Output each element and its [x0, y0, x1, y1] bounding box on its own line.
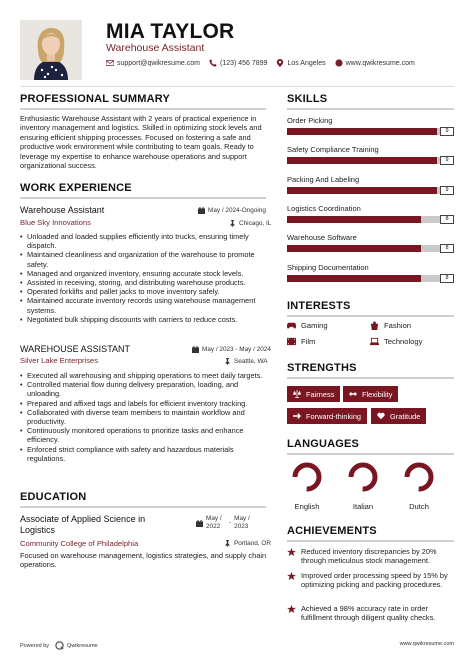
skill-bar-fill	[287, 245, 421, 252]
job-location-2-text: Seattle, WA	[234, 358, 268, 365]
shopping-bag-icon	[370, 321, 379, 330]
skill-score-badge: 8	[440, 244, 454, 253]
skill-bar-fill	[287, 128, 437, 135]
list-item: • Collaborated with diverse team members to maintain workflow and productivity.	[20, 408, 268, 426]
skill-bar-fill	[287, 157, 437, 164]
calendar-icon	[192, 346, 199, 353]
summary-heading: PROFESSIONAL SUMMARY	[20, 93, 171, 105]
contact-website[interactable]	[335, 59, 415, 67]
job-location-2	[224, 358, 268, 365]
strength-label: Gratitude	[390, 411, 421, 421]
company-2: Silver Lake Enterprises	[20, 356, 99, 365]
list-item: • Controlled material flow during delivery preparation, loading, and unloading.	[20, 380, 268, 398]
list-item: • Continuously monitored operations to prioritize tasks and enhance efficiency.	[20, 426, 268, 444]
job-location-1-text: Chicago, IL	[239, 220, 272, 227]
skills-heading: SKILLS	[287, 93, 328, 105]
email-text: support@qwikresume.com	[117, 59, 200, 67]
brand-text[interactable]: Qwikresume	[67, 642, 98, 649]
skill-bar	[287, 128, 454, 135]
job-date-1	[198, 207, 266, 214]
trophy-star-icon	[287, 605, 296, 614]
skill-bar	[287, 216, 454, 223]
pushpin-icon	[229, 220, 236, 227]
edu-date-end: - May / 2023	[229, 515, 250, 530]
strength-tag-forward-thinking	[287, 408, 367, 424]
language-level-ring	[291, 461, 323, 493]
strength-label: Fairness	[306, 389, 335, 399]
skill-bar-fill	[287, 275, 421, 282]
skill-label: Order Picking	[287, 116, 333, 125]
skill-bar	[287, 187, 454, 194]
list-item: • Negotiated bulk shipping discounts with carriers to reduce costs.	[20, 315, 268, 324]
degree-line-2: Logistics	[20, 525, 56, 535]
strengths-divider	[287, 377, 454, 379]
list-item: • Operated forklifts and pallet jacks to move inventory safely.	[20, 287, 268, 296]
language-label: English	[294, 502, 320, 511]
balance-scale-icon	[293, 390, 301, 398]
skill-label: Logistics Coordination	[287, 203, 361, 213]
list-item: • Enforced strict compliance with safety and hazardous materials regulations.	[20, 445, 268, 463]
list-item: • Prepared and affixed tags and labels for efficient inventory tracking.	[20, 399, 268, 408]
achievement-item-2	[287, 571, 454, 589]
powered-by-text: Powered by	[20, 642, 50, 649]
experience-heading: WORK EXPERIENCE	[20, 182, 132, 194]
list-item: • Maintained cleanliness and organization of the warehouse to promote safety.	[20, 250, 268, 268]
degree-line-1: Associate of Applied Science in	[20, 514, 146, 524]
language-item	[394, 461, 444, 511]
job-title-2: WAREHOUSE ASSISTANT	[20, 344, 131, 354]
edu-location-text: Portland, OR	[234, 540, 271, 547]
qwikresume-logo-icon	[55, 641, 64, 650]
trophy-star-icon	[287, 572, 296, 581]
languages-heading: LANGUAGES	[287, 438, 360, 450]
skills-divider	[287, 108, 454, 110]
film-icon	[287, 337, 296, 346]
job-date-1-text: May / 2024-Ongoing	[208, 207, 266, 214]
education-heading: EDUCATION	[20, 491, 87, 503]
education-divider	[20, 506, 266, 508]
contact-bar	[106, 59, 424, 67]
skill-label: Safety Compliance Training	[287, 145, 379, 155]
list-item: • Executed all warehousing and shipping operations to meet daily targets.	[20, 371, 268, 380]
language-level-ring	[347, 461, 379, 493]
strength-label: Forward-thinking	[306, 411, 362, 421]
skill-score-badge: 9	[440, 127, 454, 136]
job-1-bullets	[20, 232, 268, 324]
skill-score-badge: 8	[440, 215, 454, 224]
skill-bar	[287, 245, 454, 252]
summary-text: Enthusiastic Warehouse Assistant with 2 years of practical experience in inventory management and logistics. Skilled in optimizing stock levels and ensuring efficient shipping processes. Focused on fostering a safe and productive work environment while contributing to team goals. Ready to leverage my expertise to enhance warehouse operations and support organizational success.	[20, 114, 262, 171]
achievement-text: Achieved a 98% accuracy rate in order fulfillment through diligent quality checks.	[301, 604, 436, 623]
achievement-item-3	[287, 604, 454, 622]
job-date-2	[192, 346, 271, 353]
arrow-right-icon	[293, 412, 301, 420]
interest-label: Technology	[384, 337, 423, 346]
skill-bar	[287, 157, 454, 164]
edu-date-start-2: 2022	[206, 523, 221, 530]
achievement-item-1	[287, 547, 454, 565]
edu-date-start	[196, 515, 222, 531]
list-item: • Maintained accurate inventory records using warehouse management systems.	[20, 296, 268, 314]
strength-tag-fairness	[287, 386, 340, 402]
experience-divider	[20, 197, 266, 199]
job-title-1: Warehouse Assistant	[20, 205, 105, 215]
strengths-heading: STRENGTHS	[287, 362, 357, 374]
calendar-icon	[198, 207, 205, 214]
interests-heading: INTERESTS	[287, 300, 351, 312]
website-text: www.qwikresume.com	[345, 59, 415, 67]
language-label: Dutch	[409, 502, 429, 511]
calendar-icon	[196, 520, 203, 527]
skill-label: Shipping Documentation	[287, 262, 369, 272]
language-item	[338, 461, 388, 511]
strength-label: Flexibility	[362, 389, 393, 399]
candidate-role: Warehouse Assistant	[106, 42, 205, 54]
school-name: Community College of Philadelphia	[20, 539, 139, 548]
achievement-text: Reduced inventory discrepancies by 20% through meticulous stock management.	[301, 547, 437, 566]
interests-divider	[287, 315, 454, 317]
pushpin-icon	[224, 358, 231, 365]
strength-tag-gratitude	[371, 408, 426, 424]
edu-location	[224, 540, 271, 547]
interest-film	[287, 337, 315, 346]
location-text: Los Angeles	[287, 59, 326, 67]
achievements-divider	[287, 540, 454, 542]
degree	[20, 514, 145, 536]
interest-label: Fashion	[384, 321, 412, 330]
skill-score-badge: 8	[440, 274, 454, 283]
interest-label: Gaming	[301, 321, 328, 330]
job-location-1	[229, 220, 271, 227]
pushpin-icon	[224, 540, 231, 547]
arrows-horizontal-icon	[349, 390, 357, 398]
profile-photo	[20, 20, 82, 80]
skill-score-badge: 9	[440, 156, 454, 165]
achievements-heading: ACHIEVEMENTS	[287, 525, 377, 537]
globe-icon	[335, 59, 343, 67]
languages-divider	[287, 453, 454, 455]
summary-divider	[20, 108, 266, 110]
laptop-icon	[370, 337, 379, 346]
skill-score-badge: 9	[440, 186, 454, 195]
list-item: • Managed and organized inventory, ensuring accurate stock levels.	[20, 269, 268, 278]
skill-bar-fill	[287, 187, 437, 194]
language-level-ring	[403, 461, 435, 493]
skill-label: Warehouse Software	[287, 233, 357, 243]
list-item: • Assisted in receiving, storing, and distributing warehouse products.	[20, 278, 268, 287]
phone-text: (123) 456 7899	[219, 59, 268, 67]
footer-site[interactable]: www.qwikresume.com	[399, 641, 454, 647]
phone-icon	[209, 59, 217, 67]
mail-icon	[106, 59, 114, 67]
skill-bar	[287, 275, 454, 282]
interest-label: Film	[301, 337, 316, 346]
company-1: Blue Sky Innovations	[20, 218, 91, 227]
edu-date-end-1: May /	[234, 515, 250, 522]
footer-powered	[20, 641, 98, 650]
list-item: • Unloaded and loaded supplies efficiently into trucks, ensuring timely dispatch.	[20, 232, 268, 250]
candidate-name: MIA TAYLOR	[106, 20, 235, 43]
achievement-text: Improved order processing speed by 15% by optimizing picking and packing procedures.	[301, 571, 448, 590]
education-text: Focused on warehouse management, logistics strategies, and supply chain operations.	[20, 551, 267, 570]
contact-email[interactable]	[106, 59, 200, 67]
skill-label: Packing And Labeling	[287, 174, 360, 184]
interest-fashion	[370, 321, 411, 330]
gamepad-icon	[287, 321, 296, 330]
language-label: Italian	[352, 502, 374, 511]
location-pin-icon	[276, 59, 284, 67]
edu-date-end-2: 2023	[234, 523, 249, 530]
header-divider	[20, 86, 454, 87]
language-item	[282, 461, 332, 511]
edu-date-start-1: May /	[206, 515, 222, 522]
contact-location	[276, 59, 325, 67]
job-2-bullets	[20, 371, 268, 463]
interest-gaming	[287, 321, 328, 330]
heart-icon	[377, 412, 385, 420]
trophy-star-icon	[287, 548, 296, 557]
interest-technology	[370, 337, 422, 346]
job-date-2-text: May / 2023 - May / 2024	[202, 346, 271, 353]
strength-tag-flexibility	[343, 386, 398, 402]
contact-phone[interactable]	[209, 59, 267, 67]
skill-bar-fill	[287, 216, 421, 223]
